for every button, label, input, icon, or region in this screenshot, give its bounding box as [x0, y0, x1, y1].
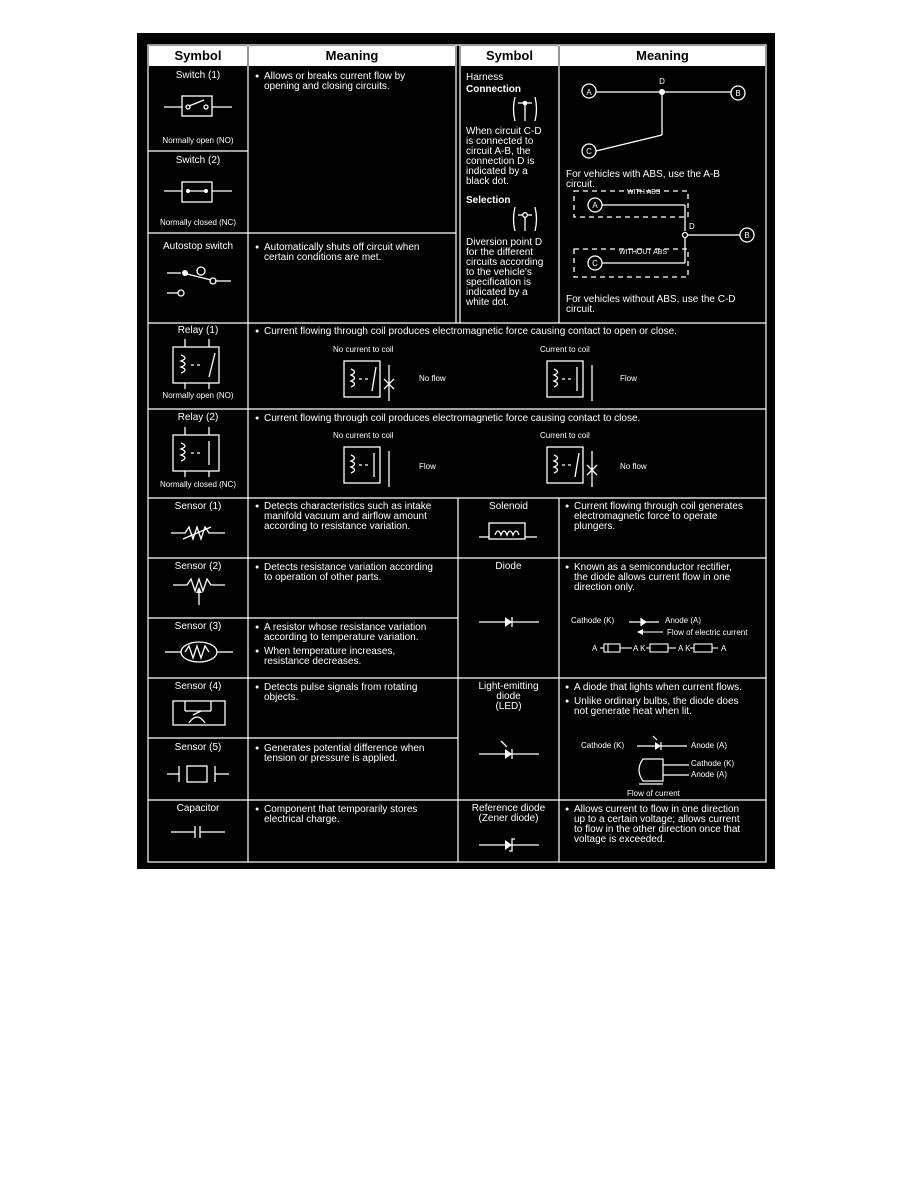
sensor3-thermistor-symbol	[163, 639, 235, 665]
switch-closed-symbol	[162, 179, 234, 207]
flow-arrow-icon	[637, 628, 665, 636]
autostop-name: Autostop switch	[162, 241, 234, 252]
harness-connection-text: When circuit C-D is connected to circuit A-B, the connection D is indicated by a black dot.	[466, 126, 542, 187]
sensor2-symbol	[171, 575, 227, 609]
capacitor-symbol	[169, 825, 229, 839]
relay1-name: Relay (1)	[177, 325, 219, 336]
relay1-left-label: No current to coil	[333, 345, 394, 354]
harness-label-b: B	[735, 89, 741, 98]
sensor4-meaning: ● Detects pulse signals from rotating objects.	[255, 683, 462, 703]
harness-diagram	[565, 77, 761, 321]
zener-name: Reference diode (Zener diode)	[471, 803, 546, 824]
relay2-name: Relay (2)	[177, 412, 219, 423]
led-package-diagram	[633, 755, 691, 787]
capacitor-name: Capacitor	[176, 803, 220, 814]
sensor1-name: Sensor (1)	[174, 501, 222, 512]
solenoid-meaning: ● Current flowing through coil generates electromagnetic force to operate plungers.	[565, 502, 772, 532]
harness-label-c: C	[586, 147, 592, 156]
selection-label-b: B	[744, 231, 750, 240]
selection-label-d: D	[689, 222, 695, 231]
relay2-meaning: ● Current flowing through coil produces electromagnetic force causing contact to close.	[255, 414, 769, 424]
selection-label-c: C	[592, 259, 598, 268]
switch-open-symbol	[162, 91, 234, 119]
symbol-chart-sheet	[137, 33, 775, 869]
relay2-right-flow: No flow	[620, 462, 647, 471]
sensor5-piezo-symbol	[165, 763, 233, 785]
header-symbol-1: Symbol	[174, 48, 222, 63]
no-abs-note: For vehicles without ABS, use the C-D circuit.	[566, 294, 736, 315]
solenoid-symbol	[477, 519, 541, 545]
switch1-caption: Normally open (NO)	[162, 136, 234, 145]
autostop-switch-symbol	[165, 265, 235, 299]
relay1-left-diagram	[342, 355, 402, 403]
led-small-symbol	[637, 735, 689, 751]
relay1-meaning: ● Current flowing through coil produces electromagnetic force causing contact to open or close.	[255, 327, 769, 337]
relay2-left-label: No current to coil	[333, 431, 394, 440]
relay1-right-diagram	[545, 355, 605, 403]
diode-flow-label: Flow of electric current	[667, 628, 748, 637]
harness-label-a: A	[586, 88, 592, 97]
abs-note: For vehicles with ABS, use the A-B circuit.	[566, 169, 720, 190]
sensor4-pickup-symbol	[171, 697, 227, 727]
sensor2-name: Sensor (2)	[174, 561, 222, 572]
led-symbol	[477, 739, 541, 761]
solenoid-name: Solenoid	[489, 501, 528, 512]
switch2-name: Switch (2)	[175, 155, 221, 166]
harness-connection-title: Connection	[466, 84, 521, 95]
sensor3-name: Sensor (3)	[174, 621, 222, 632]
relay1-right-flow: Flow	[620, 374, 637, 383]
led-flow-label: Flow of current	[627, 789, 680, 798]
sensor4-name: Sensor (4)	[174, 681, 222, 692]
led-meaning2: ● Unlike ordinary bulbs, the diode does not generate heat when lit.	[565, 697, 772, 717]
without-abs-label: WITHOUT ABS	[619, 249, 668, 256]
relay2-right-label: Current to coil	[540, 431, 590, 440]
switch-meaning: ● Allows or breaks current flow by opening and closing circuits.	[255, 72, 459, 92]
sensor3-meaning1: ● A resistor whose resistance variation according to temperature variation.	[255, 623, 462, 643]
zener-meaning: ● Allows current to flow in one direction up to a certain voltage; allows current to flow in the other direction once that voltage is exceeded.	[565, 805, 772, 845]
led-anode2-label: Anode (A)	[691, 770, 728, 779]
autostop-meaning: ● Automatically shuts off circuit when certain conditions are met.	[255, 243, 459, 263]
switch2-caption: Normally closed (NC)	[159, 218, 236, 227]
harness-selection-title: Selection	[466, 195, 511, 206]
sensor1-meaning: ● Detects characteristics such as intake manifold vacuum and airflow amount according to resistance variation.	[255, 502, 462, 532]
led-meaning1: ● A diode that lights when current flows.	[565, 683, 772, 693]
diode-cathode-label: Cathode (K)	[571, 616, 615, 625]
diode-meaning: ● Known as a semiconductor rectifier, the diode allows current flow in one direction only.	[565, 563, 772, 593]
sensor2-meaning: ● Detects resistance variation according to operation of other parts.	[255, 563, 462, 583]
connection-symbol	[511, 95, 539, 123]
header-meaning-2: Meaning	[636, 48, 689, 63]
sensor5-name: Sensor (5)	[174, 742, 222, 753]
sensor1-symbol	[169, 523, 229, 541]
relay2-caption: Normally closed (NC)	[159, 480, 236, 489]
relay1-right-label: Current to coil	[540, 345, 590, 354]
diode-pkg-ak1: A K	[633, 644, 646, 653]
capacitor-meaning: ● Component that temporarily stores electrical charge.	[255, 805, 462, 825]
led-anode-label: Anode (A)	[691, 741, 728, 750]
relay-closed-symbol	[169, 425, 225, 477]
harness-selection-text: Diversion point D for the different circuits according to the vehicle's specification is indicated by a white dot.	[466, 237, 544, 308]
selection-label-a: A	[592, 201, 598, 210]
harness-label-d: D	[659, 77, 665, 86]
relay2-left-diagram	[342, 441, 402, 491]
header-symbol-2: Symbol	[486, 48, 533, 63]
sensor3-meaning2: ● When temperature increases, resistance decreases.	[255, 647, 462, 667]
led-cathode2-label: Cathode (K)	[691, 759, 735, 768]
relay1-left-flow: No flow	[419, 374, 446, 383]
switch1-name: Switch (1)	[175, 70, 221, 81]
relay2-right-diagram	[545, 441, 605, 491]
diode-small-symbol	[629, 617, 661, 627]
diode-name: Diode	[495, 561, 522, 572]
diode-pkg-a: A	[592, 644, 598, 653]
diode-pkg-a2: A	[721, 644, 727, 653]
with-abs-label: WITH ABS	[627, 189, 661, 196]
diode-packages-diagram	[600, 641, 720, 655]
diode-anode-label: Anode (A)	[665, 616, 702, 625]
led-name: Light-emitting diode (LED)	[478, 681, 539, 712]
relay-open-symbol	[169, 337, 225, 389]
sensor5-meaning: ● Generates potential difference when tension or pressure is applied.	[255, 744, 462, 764]
selection-symbol	[511, 205, 539, 233]
diode-symbol	[477, 615, 541, 629]
relay2-left-flow: Flow	[419, 462, 436, 471]
header-meaning-1: Meaning	[325, 48, 379, 63]
harness-title: Harness	[466, 72, 504, 83]
led-cathode-label: Cathode (K)	[581, 741, 625, 750]
zener-diode-symbol	[477, 837, 541, 853]
relay1-caption: Normally open (NO)	[162, 391, 234, 400]
diode-pkg-ak2: A K	[678, 644, 691, 653]
